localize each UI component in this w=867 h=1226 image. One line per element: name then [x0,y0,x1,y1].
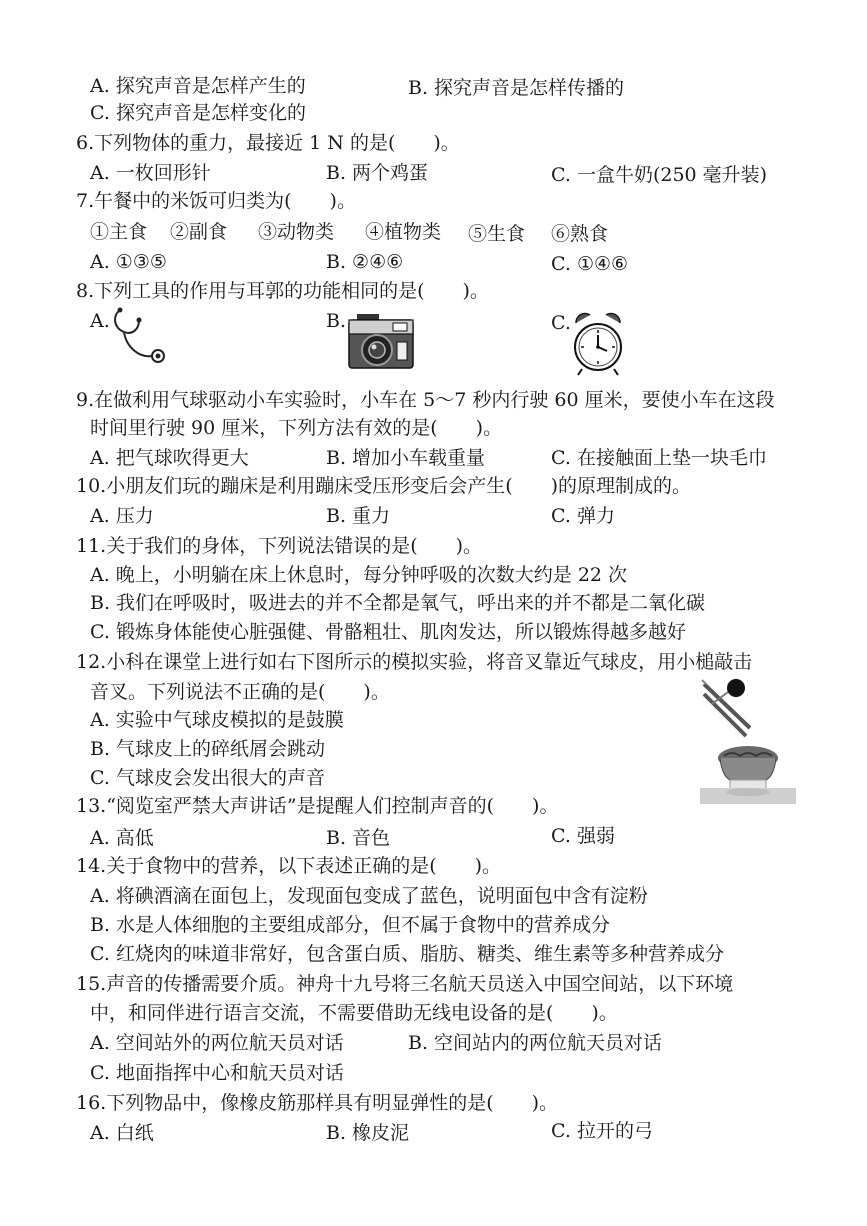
q13-option-a: A. 高低 [90,827,154,849]
q12-option-b: B. 气球皮上的碎纸屑会跳动 [90,738,326,760]
q7-item-3: ③动物类 [258,221,335,243]
q12-stem-line-2: 音叉。下列说法不正确的是( )。 [90,681,390,703]
q16-option-b: B. 橡皮泥 [326,1122,410,1144]
q15-stem-line-2: 中，和同伴进行语言交流，不需要借助无线电设备的是( )。 [90,1002,618,1024]
q7-item-2: ②副食 [170,221,228,243]
q7-item-5: ⑤生食 [468,223,526,245]
q14-option-b: B. 水是人体细胞的主要组成部分，但不属于食物中的营养成分 [90,914,611,936]
q12-stem-line-1: 12.小科在课堂上进行如右下图所示的模拟实验，将音叉靠近气球皮，用小槌敲击 [76,651,753,673]
q9-stem-line-2: 时间里行驶 90 厘米，下列方法有效的是( )。 [90,417,503,439]
q16-stem: 16.下列物品中，像橡皮筋那样具有明显弹性的是( )。 [76,1092,559,1114]
q10-option-a: A. 压力 [90,505,154,527]
q8-option-c: C. [551,312,571,334]
alarm-clock-icon [570,311,626,377]
q11-stem: 11.关于我们的身体，下列说法错误的是( )。 [76,535,483,557]
q7-item-1: ①主食 [90,221,148,243]
q16-option-a: A. 白纸 [90,1122,154,1144]
q13-stem: 13.“阅览室严禁大声讲话”是提醒人们控制声音的( )。 [76,795,559,817]
q14-stem: 14.关于食物中的营养，以下表述正确的是( )。 [76,855,502,877]
q7-option-c: C. ①④⑥ [551,253,629,275]
q6-option-c: C. 一盒牛奶(250 毫升装) [551,164,768,186]
q6-option-b: B. 两个鸡蛋 [326,162,429,184]
q9-stem-line-1: 9.在做利用气球驱动小车实验时，小车在 5～7 秒内行驶 60 厘米，要使小车在这段 [76,389,775,411]
q5-option-b: B. 探究声音是怎样传播的 [408,77,625,99]
q7-item-6: ⑥熟食 [551,223,609,245]
q13-option-c: C. 强弱 [551,825,615,847]
q11-option-b: B. 我们在呼吸时，吸进去的并不全都是氧气，呼出来的并不都是二氧化碳 [90,592,706,614]
q7-item-4: ④植物类 [365,221,442,243]
q10-option-b: B. 重力 [326,505,391,527]
q6-option-a: A. 一枚回形针 [90,162,211,184]
q9-option-a: A. 把气球吹得更大 [90,447,249,469]
q12-option-a: A. 实验中气球皮模拟的是鼓膜 [90,709,344,731]
q5-option-c: C. 探究声音是怎样变化的 [90,102,306,124]
q8-option-b: B. [326,310,347,332]
stethoscope-icon [108,306,174,364]
camera-icon [347,312,415,370]
q10-option-c: C. 弹力 [551,505,615,527]
q15-stem-line-1: 15.声音的传播需要介质。神舟十九号将三名航天员送入中国空间站，以下环境 [76,973,734,995]
q11-option-a: A. 晚上，小明躺在床上休息时，每分钟呼吸的次数大约是 22 次 [90,564,628,586]
q8-option-a: A. [90,310,110,332]
q15-option-c: C. 地面指挥中心和航天员对话 [90,1062,344,1084]
q15-option-a: A. 空间站外的两位航天员对话 [90,1032,344,1054]
q9-option-c: C. 在接触面上垫一块毛巾 [551,447,767,469]
q6-stem: 6.下列物体的重力，最接近 1 N 的是( )。 [76,132,460,154]
q10-stem: 10.小朋友们玩的蹦床是利用蹦床受压形变后会产生( )的原理制成的。 [76,475,692,497]
q14-option-a: A. 将碘酒滴在面包上，发现面包变成了蓝色，说明面包中含有淀粉 [90,885,648,907]
q7-option-a: A. ①③⑤ [90,251,167,273]
q5-option-a: A. 探究声音是怎样产生的 [90,75,306,97]
q9-option-b: B. 增加小车载重量 [326,447,486,469]
q8-stem: 8.下列工具的作用与耳郭的功能相同的是( )。 [76,280,489,302]
q15-option-b: B. 空间站内的两位航天员对话 [408,1032,663,1054]
q7-option-b: B. ②④⑥ [326,251,404,273]
q14-option-c: C. 红烧肉的味道非常好，包含蛋白质、脂肪、糖类、维生素等多种营养成分 [90,943,724,965]
q13-option-b: B. 音色 [326,827,391,849]
q7-stem: 7.午餐中的米饭可归类为( )。 [76,190,356,212]
q11-option-c: C. 锻炼身体能使心脏强健、骨骼粗壮、肌肉发达，所以锻炼得越多越好 [90,621,686,643]
q12-option-c: C. 气球皮会发出很大的声音 [90,767,325,789]
tuning-fork-experiment-icon [700,676,796,804]
q16-option-c: C. 拉开的弓 [551,1120,653,1142]
